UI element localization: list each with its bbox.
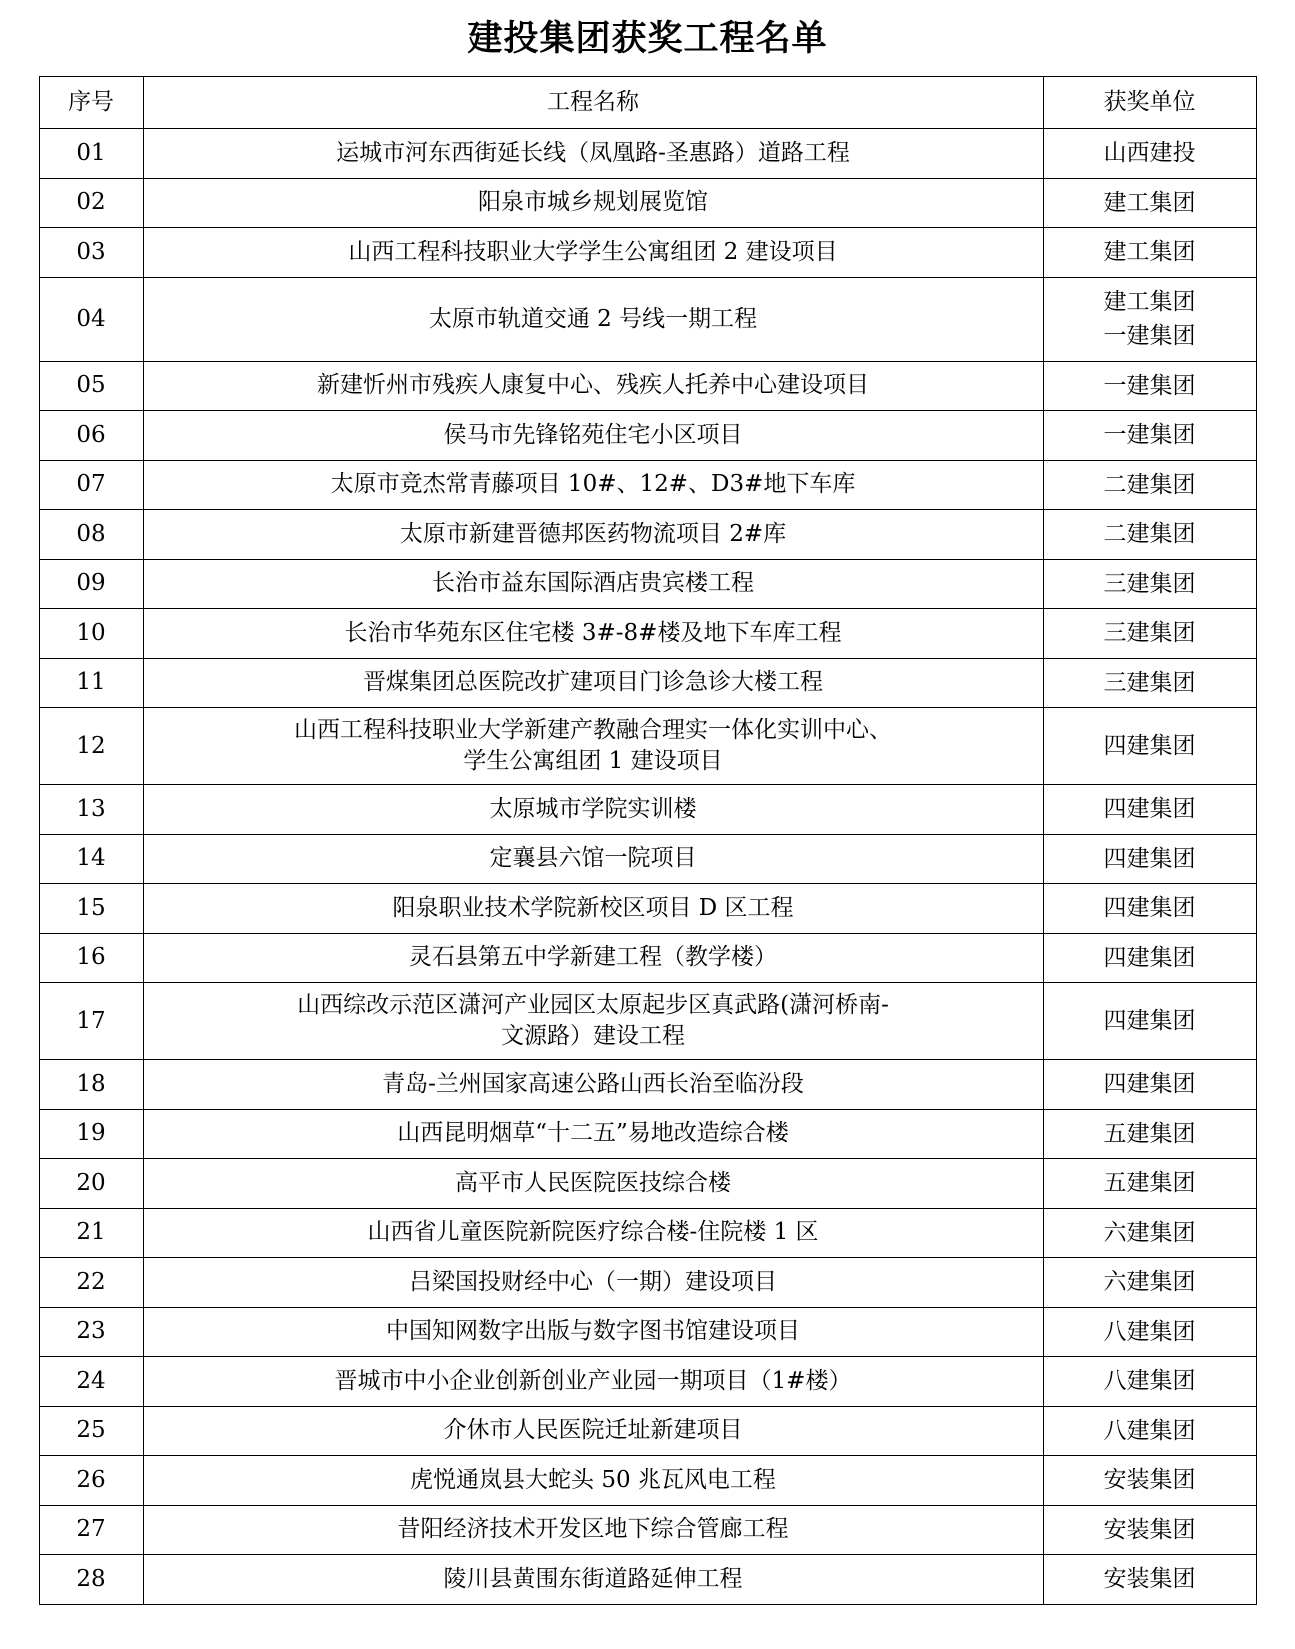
- table-row: [39, 510, 1256, 560]
- cell-project-name: 虎悦通岚县大蛇头 50 兆瓦风电工程: [143, 1456, 1043, 1506]
- cell-award-unit: 安装集团: [1043, 1456, 1256, 1506]
- cell-award-unit: 四建集团: [1043, 834, 1256, 884]
- cell-award-unit: 建工集团 一建集团: [1043, 277, 1256, 361]
- cell-award-unit: 四建集团: [1043, 1060, 1256, 1110]
- table-row: [39, 933, 1256, 983]
- table-row: [39, 1159, 1256, 1209]
- cell-index: 13: [39, 785, 143, 835]
- cell-project-name: 山西工程科技职业大学新建产教融合理实一体化实训中心、 学生公寓组团 1 建设项目: [143, 708, 1043, 785]
- cell-index: 24: [39, 1357, 143, 1407]
- cell-project-name: 山西省儿童医院新院医疗综合楼-住院楼 1 区: [143, 1208, 1043, 1258]
- cell-project-name: 灵石县第五中学新建工程（教学楼）: [143, 933, 1043, 983]
- cell-index: 08: [39, 510, 143, 560]
- table-row: [39, 1208, 1256, 1258]
- cell-award-unit: 三建集团: [1043, 658, 1256, 708]
- cell-award-unit: 三建集团: [1043, 559, 1256, 609]
- cell-award-unit: 八建集团: [1043, 1406, 1256, 1456]
- table-row: [39, 411, 1256, 461]
- cell-index: 03: [39, 228, 143, 278]
- award-project-table: [39, 76, 1257, 1605]
- table-row: [39, 1060, 1256, 1110]
- cell-award-unit: 五建集团: [1043, 1159, 1256, 1209]
- cell-award-unit: 一建集团: [1043, 361, 1256, 411]
- cell-project-name: 高平市人民医院医技综合楼: [143, 1159, 1043, 1209]
- cell-index: 10: [39, 609, 143, 659]
- table-row: [39, 609, 1256, 659]
- column-header-project-name: 工程名称: [143, 77, 1043, 129]
- cell-award-unit: 六建集团: [1043, 1208, 1256, 1258]
- cell-award-unit: 四建集团: [1043, 785, 1256, 835]
- cell-project-name: 太原市轨道交通 2 号线一期工程: [143, 277, 1043, 361]
- cell-index: 16: [39, 933, 143, 983]
- cell-index: 21: [39, 1208, 143, 1258]
- table-row: [39, 559, 1256, 609]
- table-row: [39, 884, 1256, 934]
- cell-project-name: 新建忻州市残疾人康复中心、残疾人托养中心建设项目: [143, 361, 1043, 411]
- cell-award-unit: 八建集团: [1043, 1307, 1256, 1357]
- cell-project-name: 太原市竞杰常青藤项目 10#、12#、D3#地下车库: [143, 460, 1043, 510]
- table-row: [39, 361, 1256, 411]
- cell-award-unit: 一建集团: [1043, 411, 1256, 461]
- table-row: [39, 1307, 1256, 1357]
- cell-index: 12: [39, 708, 143, 785]
- document-page: [0, 18, 1295, 1605]
- cell-project-name: 长治市华苑东区住宅楼 3#-8#楼及地下车库工程: [143, 609, 1043, 659]
- cell-project-name: 青岛-兰州国家高速公路山西长治至临汾段: [143, 1060, 1043, 1110]
- table-row: [39, 1555, 1256, 1605]
- page-title: 建投集团获奖工程名单: [467, 19, 828, 59]
- cell-index: 26: [39, 1456, 143, 1506]
- table-row: [39, 834, 1256, 884]
- cell-index: 04: [39, 277, 143, 361]
- table-row: [39, 1406, 1256, 1456]
- cell-project-name: 晋煤集团总医院改扩建项目门诊急诊大楼工程: [143, 658, 1043, 708]
- table-row: [39, 658, 1256, 708]
- cell-project-name: 山西昆明烟草“十二五”易地改造综合楼: [143, 1109, 1043, 1159]
- column-header-award-unit: 获奖单位: [1043, 77, 1256, 129]
- cell-index: 22: [39, 1258, 143, 1308]
- cell-project-name: 运城市河东西街延长线（凤凰路-圣惠路）道路工程: [143, 129, 1043, 179]
- cell-index: 19: [39, 1109, 143, 1159]
- table-row: [39, 460, 1256, 510]
- cell-project-name: 太原城市学院实训楼: [143, 785, 1043, 835]
- cell-project-name: 阳泉职业技术学院新校区项目 D 区工程: [143, 884, 1043, 934]
- cell-award-unit: 二建集团: [1043, 510, 1256, 560]
- cell-project-name: 山西综改示范区潇河产业园区太原起步区真武路(潇河桥南- 文源路）建设工程: [143, 983, 1043, 1060]
- cell-index: 14: [39, 834, 143, 884]
- cell-award-unit: 山西建投: [1043, 129, 1256, 179]
- table-row: [39, 708, 1256, 785]
- cell-project-name: 太原市新建晋德邦医药物流项目 2#库: [143, 510, 1043, 560]
- cell-award-unit: 三建集团: [1043, 609, 1256, 659]
- cell-award-unit: 建工集团: [1043, 228, 1256, 278]
- table-row: [39, 1109, 1256, 1159]
- cell-award-unit: 五建集团: [1043, 1109, 1256, 1159]
- cell-award-unit: 八建集团: [1043, 1357, 1256, 1407]
- cell-index: 15: [39, 884, 143, 934]
- cell-index: 02: [39, 178, 143, 228]
- cell-project-name: 昔阳经济技术开发区地下综合管廊工程: [143, 1505, 1043, 1555]
- cell-project-name: 吕梁国投财经中心（一期）建设项目: [143, 1258, 1043, 1308]
- table-row: [39, 785, 1256, 835]
- table-row: [39, 228, 1256, 278]
- cell-award-unit: 六建集团: [1043, 1258, 1256, 1308]
- cell-award-unit: 建工集团: [1043, 178, 1256, 228]
- table-header-row: [39, 77, 1256, 129]
- table-row: [39, 1456, 1256, 1506]
- cell-award-unit: 四建集团: [1043, 708, 1256, 785]
- cell-index: 18: [39, 1060, 143, 1110]
- table-row: [39, 178, 1256, 228]
- cell-index: 06: [39, 411, 143, 461]
- cell-project-name: 陵川县黄围东街道路延伸工程: [143, 1555, 1043, 1605]
- cell-project-name: 介休市人民医院迁址新建项目: [143, 1406, 1043, 1456]
- table-body: [39, 129, 1256, 1605]
- cell-award-unit: 四建集团: [1043, 884, 1256, 934]
- cell-project-name: 中国知网数字出版与数字图书馆建设项目: [143, 1307, 1043, 1357]
- cell-index: 17: [39, 983, 143, 1060]
- cell-index: 28: [39, 1555, 143, 1605]
- cell-project-name: 山西工程科技职业大学学生公寓组团 2 建设项目: [143, 228, 1043, 278]
- cell-project-name: 阳泉市城乡规划展览馆: [143, 178, 1043, 228]
- cell-project-name: 晋城市中小企业创新创业产业园一期项目（1#楼）: [143, 1357, 1043, 1407]
- table-row: [39, 1357, 1256, 1407]
- cell-index: 25: [39, 1406, 143, 1456]
- cell-project-name: 定襄县六馆一院项目: [143, 834, 1043, 884]
- table-row: [39, 1258, 1256, 1308]
- table-row: [39, 129, 1256, 179]
- cell-award-unit: 安装集团: [1043, 1555, 1256, 1605]
- cell-award-unit: 安装集团: [1043, 1505, 1256, 1555]
- cell-index: 07: [39, 460, 143, 510]
- cell-award-unit: 四建集团: [1043, 983, 1256, 1060]
- cell-index: 09: [39, 559, 143, 609]
- table-row: [39, 1505, 1256, 1555]
- cell-index: 11: [39, 658, 143, 708]
- cell-project-name: 侯马市先锋铭苑住宅小区项目: [143, 411, 1043, 461]
- table-header: [39, 77, 1256, 129]
- table-row: [39, 983, 1256, 1060]
- cell-index: 27: [39, 1505, 143, 1555]
- table-row: [39, 277, 1256, 361]
- cell-index: 23: [39, 1307, 143, 1357]
- cell-project-name: 长治市益东国际酒店贵宾楼工程: [143, 559, 1043, 609]
- cell-index: 01: [39, 129, 143, 179]
- cell-award-unit: 四建集团: [1043, 933, 1256, 983]
- cell-index: 20: [39, 1159, 143, 1209]
- cell-award-unit: 二建集团: [1043, 460, 1256, 510]
- cell-index: 05: [39, 361, 143, 411]
- column-header-index: 序号: [39, 77, 143, 129]
